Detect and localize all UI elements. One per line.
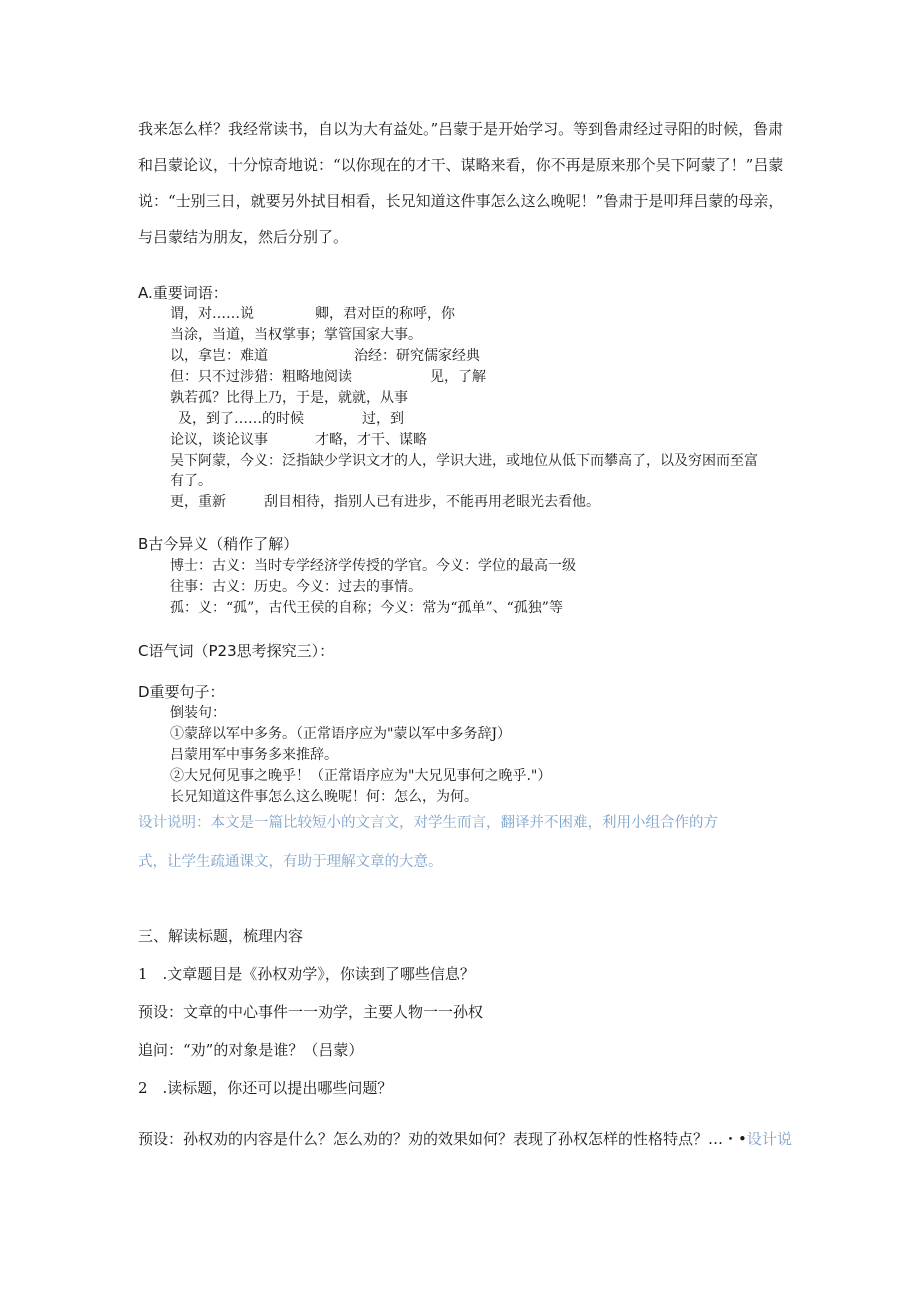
sentence-item: ②大兄何见事之晚乎！（正常语序应为"大兄见事何之晚乎."）	[170, 768, 552, 784]
vocab-item: 及，到了……的时候	[178, 411, 304, 427]
meaning-item: 孤：义：“孤”，古代王侯的自称；今义：常为“孤单”、“孤独”等	[170, 600, 563, 616]
vocab-item: 吴下阿蒙，今义：泛指缺少学识文才的人，学识大进，或地位从低下而攀高了，以及穷困而至富	[170, 453, 758, 469]
intro-line: 与吕蒙结为朋友，然后分别了。	[138, 228, 349, 246]
vocab-item: 更，重新	[170, 494, 226, 510]
preset-2-text: 预设：孙权劝的内容是什么？怎么劝的？劝的效果如何？表现了孙权怎样的性格特点？…・•	[138, 1130, 747, 1148]
section-d-heading: D重要句子：	[138, 683, 225, 701]
intro-line: 说：“士别三日，就要另外拭目相看，长兄知道这件事怎么这么晚呢！”鲁肃于是叩拜吕蒙的母亲，	[138, 192, 784, 210]
sentence-item: 吕蒙用军中事务多来推辞。	[170, 747, 338, 763]
section-c-heading: C语气词（P23思考探究三）：	[138, 642, 335, 660]
sentence-item: ①蒙辞以军中多务。（正常语序应为"蒙以军中多务辞J）	[170, 726, 512, 742]
vocab-item: 孰若孤？比得上乃，于是，就就，从事	[170, 390, 408, 406]
intro-line: 我来怎么样？我经常读书，自以为大有益处。”吕蒙于是开始学习。等到鲁肃经过寻阳的时候，鲁肃	[138, 120, 784, 138]
vocab-item: 刮目相待，指别人已有进步，不能再用老眼光去看他。	[264, 494, 600, 510]
question-2: 2 .读标题，你还可以提出哪些问题？	[138, 1079, 393, 1097]
vocab-item: 有了。	[170, 473, 212, 489]
vocab-item: 谓，对……说	[170, 306, 254, 322]
vocab-item: 但：只不过涉猎：粗略地阅读	[170, 369, 352, 385]
meaning-item: 往事：古义：历史。今义：过去的事情。	[170, 579, 422, 595]
design-note-link: 设计说	[746, 1130, 792, 1148]
preset-1: 预设：文章的中心事件一一劝学，主要人物一一孙权	[138, 1003, 484, 1021]
intro-line: 和吕蒙论议，十分惊奇地说：“以你现在的才干、谋略来看，你不再是原来那个吴下阿蒙了！”吕蒙	[138, 156, 784, 174]
section-b-heading: B古今异义（稍作了解）	[138, 535, 299, 553]
vocab-item: 才略，才干、谋略	[315, 432, 427, 448]
vocab-item: 过，到	[362, 411, 404, 427]
design-note-line: 设计说明：本文是一篇比较短小的文言文，对学生而言，翻译并不困难，利用小组合作的方	[138, 815, 718, 831]
vocab-item: 以，拿岂：难道	[170, 348, 268, 364]
vocab-item: 当涂，当道，当权掌事；掌管国家大事。	[170, 327, 422, 343]
sentence-item: 长兄知道这件事怎么这么晚呢！何：怎么，为何。	[170, 789, 478, 805]
meaning-item: 博士：古义：当时专学经济学传授的学官。今义：学位的最高一级	[170, 558, 576, 574]
vocab-item: 见，了解	[430, 369, 486, 385]
design-note-line: 式，让学生疏通课文，有助于理解文章的大意。	[138, 854, 443, 870]
section-a-heading: A.重要词语：	[138, 284, 228, 302]
section-three-heading: 三、解读标题，梳理内容	[138, 927, 304, 945]
preset-2	[138, 1128, 792, 1149]
vocab-item: 论议，谈论议事	[170, 432, 268, 448]
sentence-item: 倒装句：	[170, 705, 226, 721]
follow-up-question: 追问：“劝”的对象是谁？（吕蒙）	[138, 1041, 364, 1059]
question-1: 1 .文章题目是《孙权劝学》，你读到了哪些信息？	[138, 965, 475, 983]
vocab-item: 治经：研究儒家经典	[354, 348, 480, 364]
vocab-item: 卿，君对臣的称呼，你	[315, 306, 455, 322]
